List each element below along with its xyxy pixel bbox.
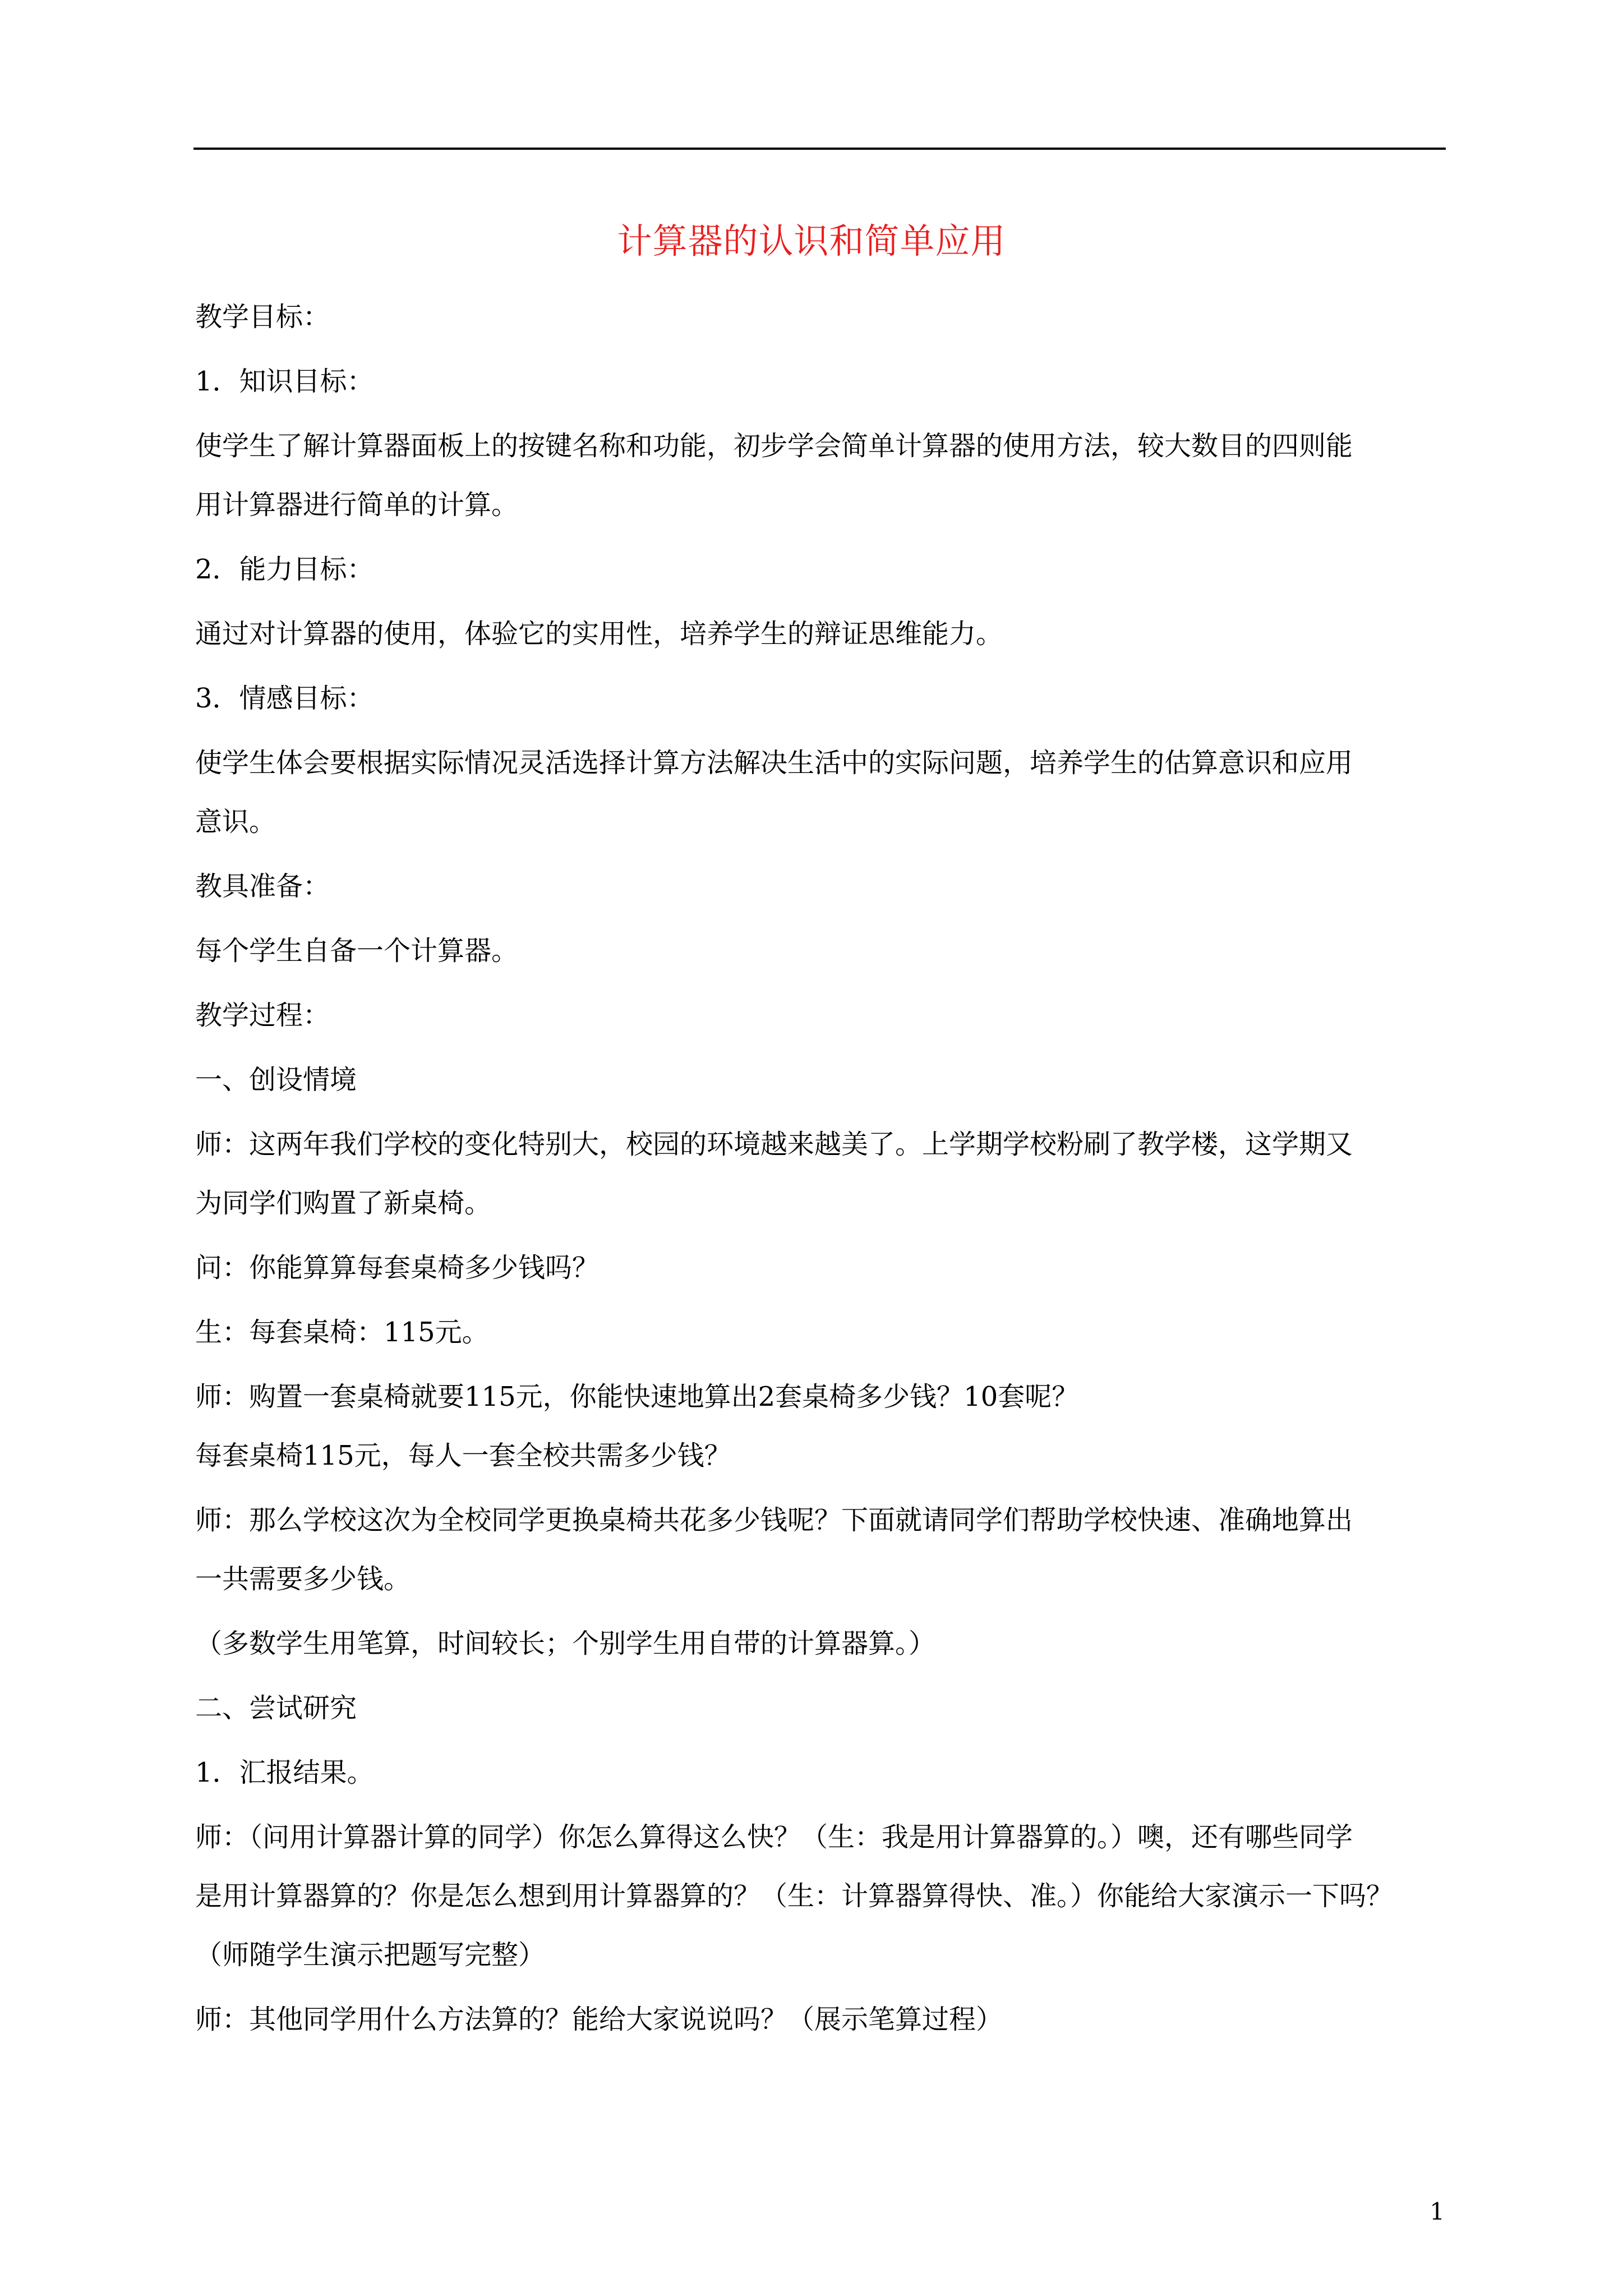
- paragraph-line: 师：（问用计算器计算的同学）你怎么算得这么快？（生：我是用计算器算的。）噢，还有哪些同学: [195, 1821, 1353, 1853]
- paragraph-line: 每个学生自备一个计算器。: [195, 935, 519, 967]
- paragraph-line: 师：购置一套桌椅就要115元，你能快速地算出2套桌椅多少钱？10套呢？: [195, 1381, 1079, 1412]
- subsection-heading: 1．汇报结果。: [195, 1757, 374, 1788]
- page-number: 1: [1430, 2198, 1445, 2225]
- heading-teaching-process: 教学过程：: [195, 1000, 330, 1031]
- paragraph-line: 问：你能算算每套桌椅多少钱吗？: [195, 1252, 600, 1283]
- paragraph-line: 一共需要多少钱。: [195, 1563, 411, 1595]
- goal-ability-heading: 2．能力目标：: [195, 554, 374, 585]
- paragraph-line: 为同学们购置了新桌椅。: [195, 1188, 492, 1219]
- document-title: 计算器的认识和简单应用: [617, 220, 1006, 261]
- section-heading-2: 二、尝试研究: [195, 1692, 357, 1724]
- heading-teaching-aids: 教具准备：: [195, 871, 330, 902]
- paragraph-line: 使学生了解计算器面板上的按键名称和功能，初步学会简单计算器的使用方法，较大数目的四则能: [195, 430, 1353, 462]
- paragraph-line: （多数学生用笔算，时间较长；个别学生用自带的计算器算。）: [195, 1628, 936, 1659]
- goal-knowledge-heading: 1．知识目标：: [195, 366, 374, 397]
- paragraph-line: 生：每套桌椅：115元。: [195, 1317, 489, 1348]
- heading-teaching-goals: 教学目标：: [195, 301, 330, 333]
- paragraph-line: 意识。: [195, 806, 276, 838]
- goal-emotion-heading: 3．情感目标：: [195, 683, 374, 714]
- paragraph-line: （师随学生演示把题写完整）: [195, 1939, 546, 1971]
- document-body: [195, 300, 1446, 2036]
- paragraph-line: 通过对计算器的使用，体验它的实用性，培养学生的辩证思维能力。: [195, 618, 1003, 650]
- paragraph-line: 使学生体会要根据实际情况灵活选择计算方法解决生活中的实际问题，培养学生的估算意识和应用: [195, 747, 1353, 779]
- header-rule: [193, 148, 1446, 150]
- paragraph-line: 师：其他同学用什么方法算的？能给大家说说吗？（展示笔算过程）: [195, 2004, 1003, 2035]
- paragraph-line: 师：这两年我们学校的变化特别大，校园的环境越来越美了。上学期学校粉刷了教学楼，这学期又: [195, 1129, 1353, 1160]
- paragraph-line: 师：那么学校这次为全校同学更换桌椅共花多少钱呢？下面就请同学们帮助学校快速、准确地算出: [195, 1504, 1353, 1536]
- paragraph-line: 是用计算器算的？你是怎么想到用计算器算的？（生：计算器算得快、准。）你能给大家演示一下吗？: [195, 1880, 1394, 1912]
- section-heading-1: 一、创设情境: [195, 1064, 357, 1096]
- paragraph-line: 每套桌椅115元，每人一套全校共需多少钱？: [195, 1440, 731, 1471]
- paragraph-line: 用计算器进行简单的计算。: [195, 489, 519, 521]
